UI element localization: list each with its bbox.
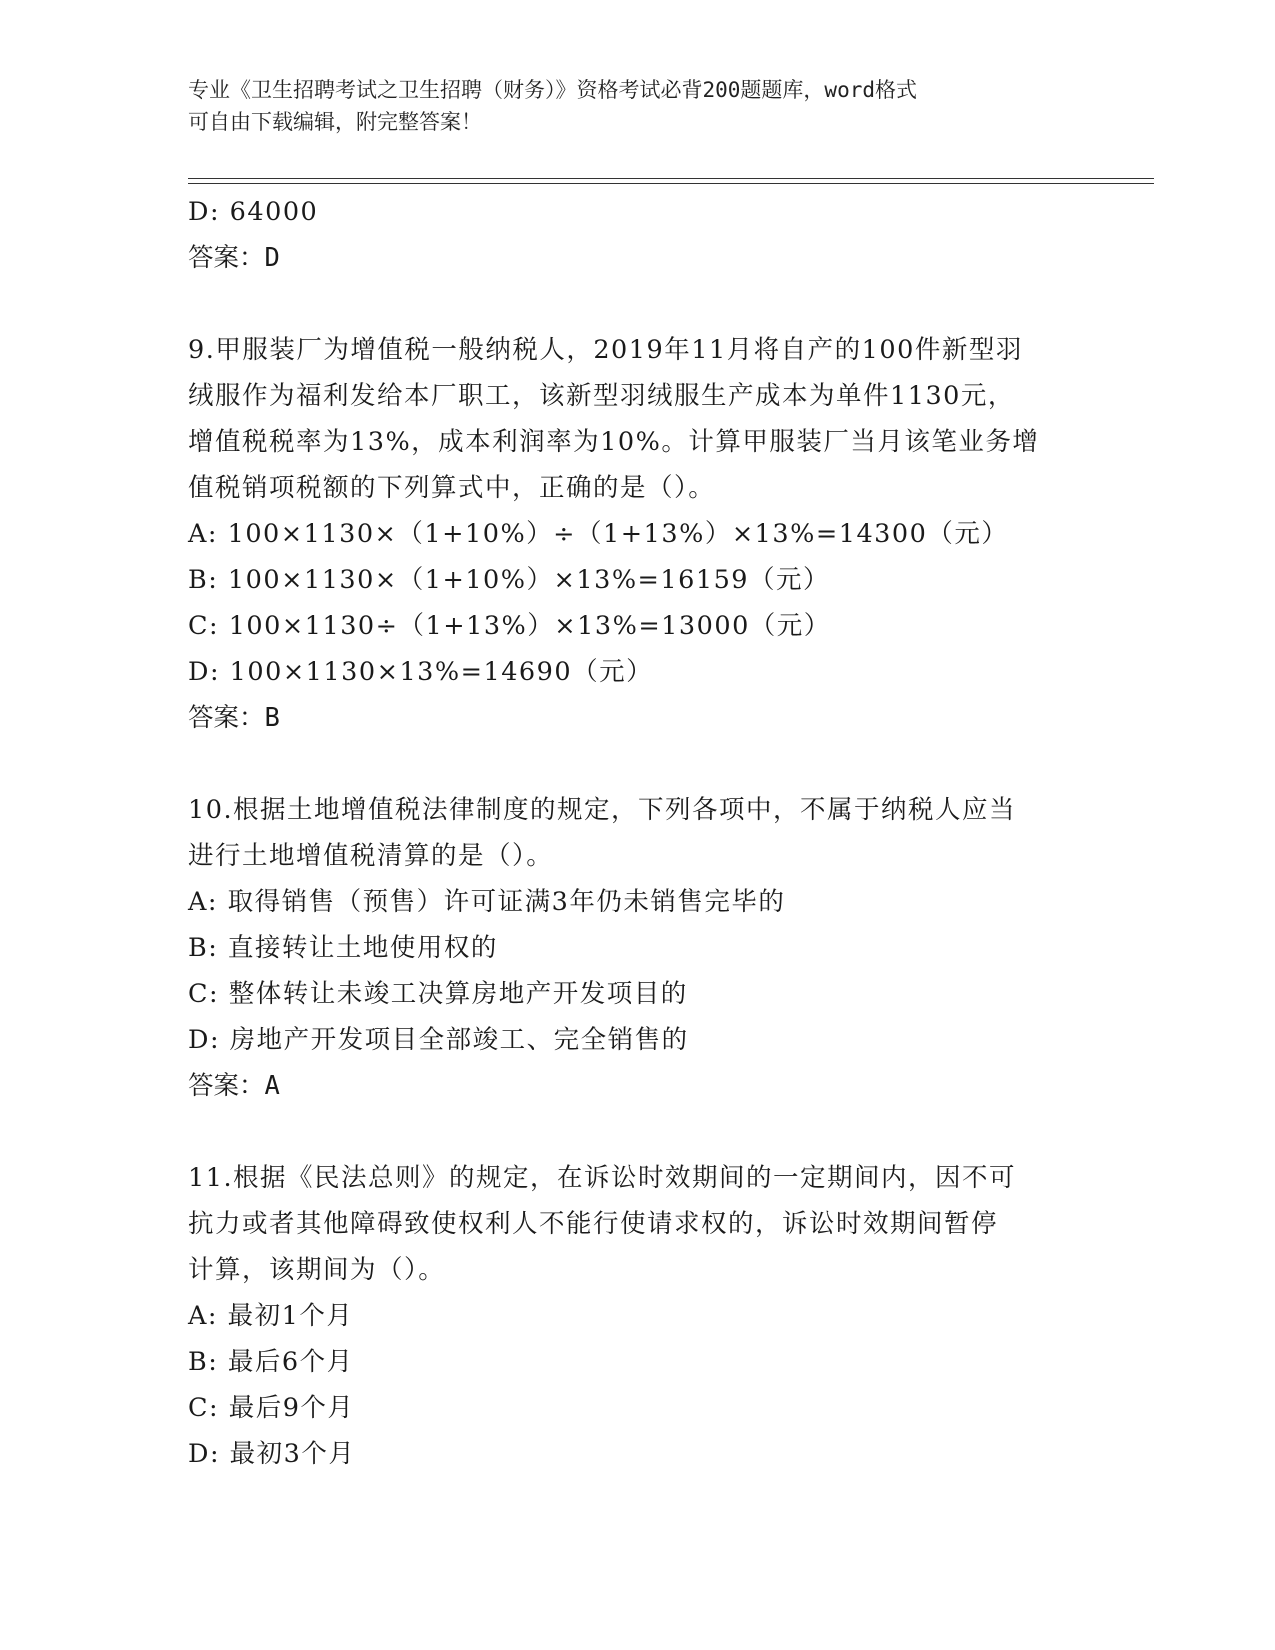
question-stem: 绒服作为福利发给本厂职工，该新型羽绒服生产成本为单件1130元， [188,381,1015,411]
question-list [188,189,1088,1477]
option-b: B: 最后6个月 [188,1347,354,1377]
question-10 [188,787,1088,1109]
option-c: C: 最后9个月 [188,1393,355,1423]
question-8-tail [188,189,1088,281]
answer: 答案：D [188,243,280,273]
option-b: B: 100×1130×（1+10%）×13%=16159（元） [188,565,831,595]
header-divider [188,178,1154,184]
question-9 [188,327,1088,741]
option-c: C: 整体转让未竣工决算房地产开发项目的 [188,979,688,1009]
answer: 答案：A [188,1071,280,1101]
option-d: D: 最初3个月 [188,1439,356,1469]
question-11 [188,1155,1088,1477]
question-stem: 9.甲服装厂为增值税一般纳税人，2019年11月将自产的100件新型羽 [188,335,1023,365]
question-stem: 值税销项税额的下列算式中，正确的是（）。 [188,473,716,503]
document-header [188,74,1088,138]
question-stem: 计算，该期间为（）。 [188,1255,446,1285]
option-a: A: 100×1130×（1+10%）÷（1+13%）×13%=14300（元） [188,519,1009,549]
option-d: D: 房地产开发项目全部竣工、完全销售的 [188,1025,689,1055]
question-stem: 抗力或者其他障碍致使权利人不能行使请求权的，诉讼时效期间暂停 [188,1209,999,1239]
question-stem: 11.根据《民法总则》的规定，在诉讼时效期间的一定期间内，因不可 [188,1163,1017,1193]
answer: 答案：B [188,703,280,733]
option-c: C: 100×1130÷（1+13%）×13%=13000（元） [188,611,831,641]
option-b: B: 直接转让土地使用权的 [188,933,498,963]
option-a: A: 取得销售（预售）许可证满3年仍未销售完毕的 [188,887,786,917]
header-line-1: 专业《卫生招聘考试之卫生招聘（财务）》资格考试必背200题题库，word格式 [188,78,917,102]
option-a: A: 最初1个月 [188,1301,354,1331]
question-stem: 增值税税率为13%，成本利润率为10%。计算甲服装厂当月该笔业务增 [188,427,1040,457]
option-d: D: 100×1130×13%=14690（元） [188,657,654,687]
question-stem: 进行土地增值税清算的是（）。 [188,841,554,871]
spacer [188,741,1088,787]
option-d: D: 64000 [188,197,319,227]
spacer [188,281,1088,327]
header-line-2: 可自由下载编辑，附完整答案！ [188,110,482,134]
spacer [188,1109,1088,1155]
question-stem: 10.根据土地增值税法律制度的规定，下列各项中，不属于纳税人应当 [188,795,1017,825]
